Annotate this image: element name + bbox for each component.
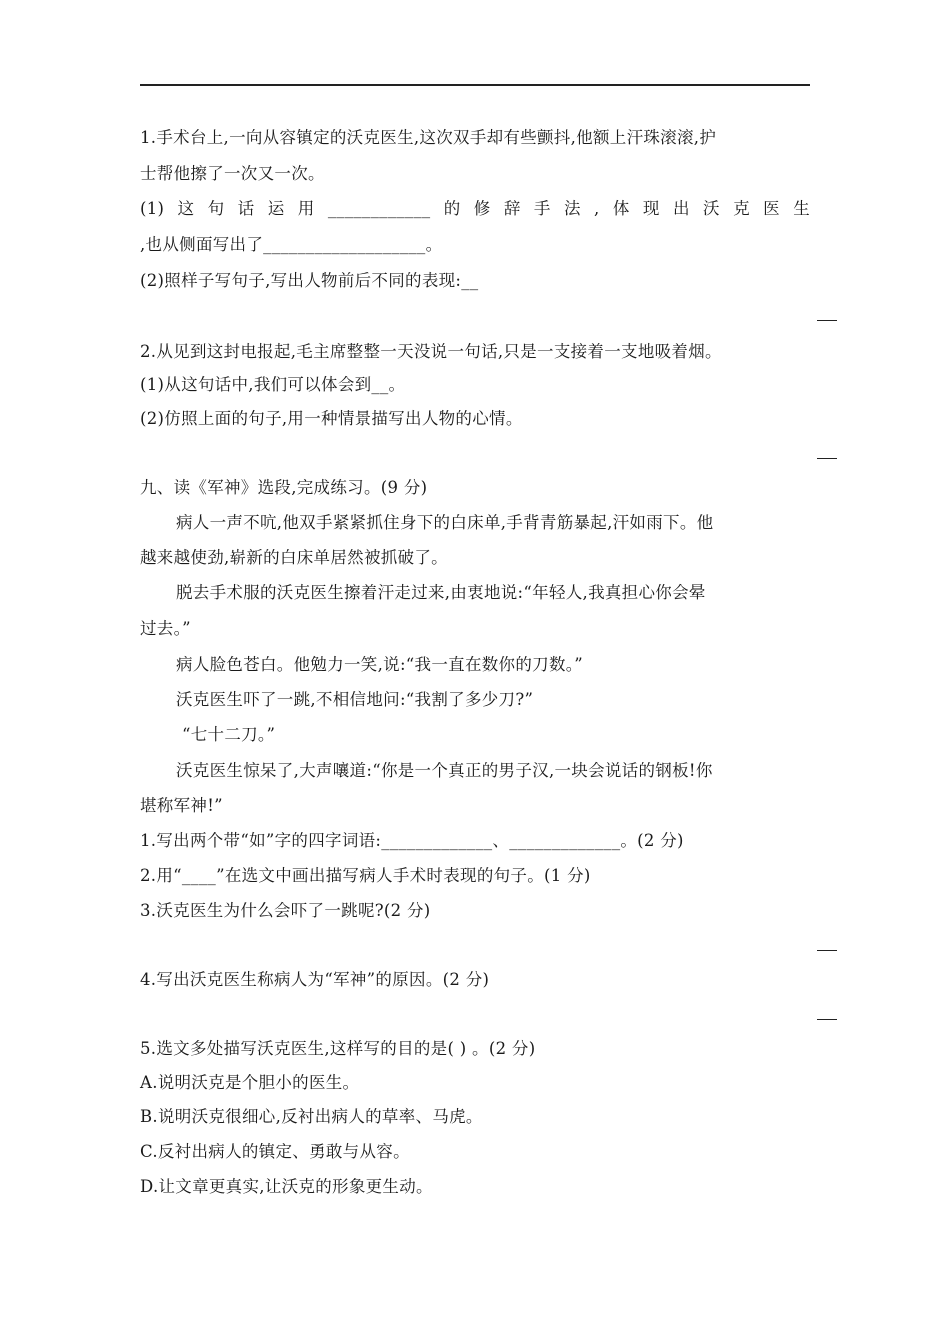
q1-sub1-char: 生 — [793, 199, 810, 218]
answer-line-mark[interactable] — [817, 458, 837, 459]
q1-sub1-char: 句 — [207, 199, 225, 218]
q1-sub1-char: 手 — [533, 199, 551, 218]
section9-q3: 3.沃克医生为什么会吓了一跳呢?(2 分) — [140, 901, 431, 920]
passage-para2-line2: 过去。” — [140, 619, 191, 638]
q1-sub1-char: 修 — [473, 199, 491, 218]
section9-q5: 5.选文多处描写沃克医生,这样写的目的是( ) 。(2 分) — [140, 1039, 536, 1058]
q1-sub1-char: 沃 — [703, 199, 720, 218]
passage-para1-line1: 病人一声不吭,他双手紧紧抓住身下的白床单,手背青筋暴起,汗如雨下。他 — [176, 513, 714, 532]
passage-para6-line1: 沃克医生惊呆了,大声嚷道:“你是一个真正的男子汉,一块会说话的钢板!你 — [176, 761, 713, 780]
q1-sub1-char: , — [594, 199, 600, 218]
section9-q4: 4.写出沃克医生称病人为“军神”的原因。(2 分) — [140, 970, 490, 989]
q1-sub1-char: 辞 — [503, 199, 521, 218]
q1-sub1-char: 的 — [443, 199, 461, 218]
answer-line-mark[interactable] — [817, 950, 837, 951]
q1-sub1-line2: ,也从侧面写出了___________________。 — [140, 235, 443, 254]
option-d[interactable]: D.让文章更真实,让沃克的形象更生动。 — [140, 1177, 433, 1196]
q1-sub1-char: 现 — [642, 199, 660, 218]
q1-sub1-char: 法 — [563, 199, 581, 218]
q1-sub1-char: (1) — [140, 199, 165, 218]
section9-heading: 九、读《军神》选段,完成练习。(9 分) — [140, 478, 428, 497]
q1-sub1-char: 这 — [177, 199, 195, 218]
answer-line-mark[interactable] — [817, 1019, 837, 1020]
q1-sub1 — [140, 199, 810, 219]
q1-line2: 士帮他擦了一次又一次。 — [140, 164, 325, 183]
q1-sub1-char: 克 — [733, 199, 750, 218]
passage-para3: 病人脸色苍白。他勉力一笑,说:“我一直在数你的刀数。” — [176, 655, 584, 674]
q1-sub1-blank[interactable]: ____________ — [327, 199, 431, 218]
q2-sub1: (1)从这句话中,我们可以体会到__。 — [140, 375, 406, 394]
passage-para2-line1: 脱去手术服的沃克医生擦着汗走过来,由衷地说:“年轻人,我真担心你会晕 — [176, 583, 706, 602]
q1-sub2: (2)照样子写句子,写出人物前后不同的表现:__ — [140, 271, 479, 290]
section9-q2: 2.用“____”在选文中画出描写病人手术时表现的句子。(1 分) — [140, 866, 591, 885]
passage-para5: “七十二刀。” — [182, 725, 276, 744]
option-c[interactable]: C.反衬出病人的镇定、勇敢与从容。 — [140, 1142, 410, 1161]
q2-sub2: (2)仿照上面的句子,用一种情景描写出人物的心情。 — [140, 409, 523, 428]
q1-sub1-char: 话 — [237, 199, 255, 218]
q1-sub1-char: 出 — [672, 199, 690, 218]
answer-line-mark[interactable] — [817, 320, 837, 321]
option-a[interactable]: A.说明沃克是个胆小的医生。 — [140, 1073, 360, 1092]
q1-sub1-char: 体 — [612, 199, 630, 218]
passage-para1-line2: 越来越使劲,崭新的白床单居然被抓破了。 — [140, 548, 448, 567]
q2-line1: 2.从见到这封电报起,毛主席整整一天没说一句话,只是一支接着一支地吸着烟。 — [140, 342, 722, 361]
passage-para6-line2: 堪称军神!” — [140, 796, 223, 815]
top-rule — [140, 84, 810, 86]
q1-sub1-char: 医 — [763, 199, 780, 218]
option-b[interactable]: B.说明沃克很细心,反衬出病人的草率、马虎。 — [140, 1107, 483, 1126]
q1-sub1-char: 用 — [297, 199, 315, 218]
section9-q1: 1.写出两个带“如”字的四字词语:_____________、_____________。(2 分) — [140, 831, 684, 850]
passage-para4: 沃克医生吓了一跳,不相信地问:“我割了多少刀?” — [176, 690, 534, 709]
q1-sub1-char: 运 — [267, 199, 285, 218]
q1-line1: 1.手术台上,一向从容镇定的沃克医生,这次双手却有些颤抖,他额上汗珠滚滚,护 — [140, 128, 717, 147]
